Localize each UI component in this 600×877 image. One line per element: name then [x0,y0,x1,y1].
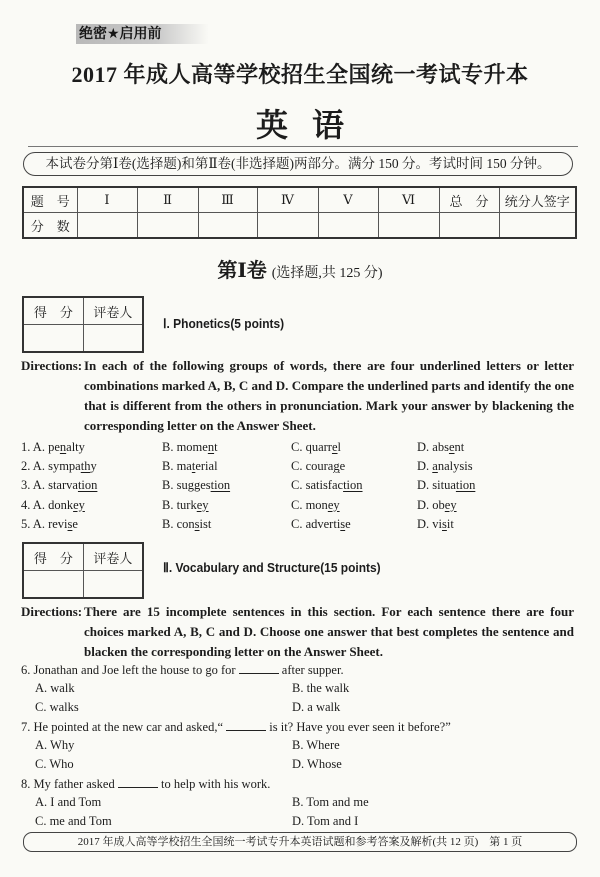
underlined-part: tion [455,478,476,493]
underlined-part: ey [196,497,209,512]
underlined-part: s [340,516,346,531]
phonetics-option [162,457,218,476]
answer-option: A. I and Tom [35,795,102,809]
phonetics-option [21,457,97,476]
answer-option: B. Where [292,738,340,752]
answer-option: A. walk [35,681,75,695]
grader-box-part-2 [22,542,144,599]
score-cell [23,325,83,353]
question-stem: 7. He pointed at the new car and asked,“ is it? Have you ever seen it before?” [21,720,451,734]
option-text: nalysis [437,459,473,474]
underlined-part: ey [73,497,85,512]
underlined-part: s [194,516,200,531]
option-text: D. abs [417,440,449,454]
column-header: Ⅲ [198,187,257,213]
grader-cell [83,325,143,353]
part-1-heading: Ⅰ. Phonetics(5 points) [163,316,285,331]
option-text: erial [195,459,218,474]
subject-title: 英语 [255,106,368,144]
underlined-part: g [333,459,340,474]
option-text: D. vi [417,516,442,531]
answer-option: C. Who [35,757,74,771]
answer-option: A. Why [35,738,75,752]
phonetics-option [291,476,363,495]
option-text: B. con [162,516,195,531]
column-header: Ⅵ [378,187,439,213]
option-text: nt [454,440,465,454]
phonetics-option [291,457,345,476]
score-cell [378,213,439,239]
column-header: 总 分 [439,187,499,213]
column-header: Ⅴ [318,187,378,213]
underlined-part: t [191,459,196,474]
option-text: e [345,516,351,531]
option-text: C. satisfac [291,478,344,493]
header-divider [28,146,578,147]
phonetics-option [417,457,473,476]
underlined-part: tion [77,478,98,493]
option-text: 1. A. pe [21,440,60,454]
option-text: e [339,459,346,474]
underlined-part: ey [444,497,457,512]
answer-option: D. a walk [292,700,341,714]
column-header: Ⅰ [77,187,137,213]
score-cell [499,213,576,239]
underlined-part: n [59,440,67,454]
score-label: 得 分 [23,543,83,571]
part-2-heading: Ⅱ. Vocabulary and Structure(15 points) [163,560,381,575]
score-label: 得 分 [23,297,83,325]
option-text: 2. A. sympa [21,459,81,474]
question-stem: 8. My father asked to help with his work. [21,777,271,791]
score-cell [439,213,499,239]
column-header: Ⅱ [137,187,198,213]
score-table [22,186,577,239]
volume-name: 第Ⅰ卷 [217,260,267,282]
option-text: 4. A. donk [21,497,74,512]
option-text: B. turk [162,497,197,512]
option-text: D. [417,459,433,474]
answer-option: B. the walk [292,681,350,695]
answer-option: D. Tom and I [292,814,359,828]
volume-title [0,254,600,283]
option-text: C. adverti [291,516,341,531]
score-cell [77,213,137,239]
underlined-part: th [80,459,91,474]
part-1-directions [21,356,574,436]
option-text: 3. A. starva [21,478,78,493]
directions-text: There are 15 incomplete sentences in this section. For each sentence there are four choices marked A, B, C and D. Choose one answer that best completes the sentence and blacken the corresponding letter on the Answer Sheet. [84,604,574,659]
score-table-header-row [23,187,576,213]
question-stem: 6. Jonathan and Joe left the house to go for after supper. [21,663,344,677]
score-cell [23,571,83,599]
part-2-directions [21,602,574,662]
phonetics-option [162,515,211,534]
underlined-part: tion [210,478,231,493]
question-number-label: 题 号 [23,187,77,213]
answer-option: B. Tom and me [292,795,369,809]
grader-label: 评卷人 [83,297,143,325]
answer-option: C. me and Tom [35,814,112,828]
exam-title: 2017 年成人高等学校招生全国统一考试专升本 [71,62,529,87]
answer-blank [239,662,279,674]
phonetics-option [417,496,457,515]
phonetics-option [21,515,78,534]
confidential-label: 绝密★启用前 [76,24,209,44]
option-text: B. mome [162,440,208,454]
directions-label: Directions: [21,358,83,373]
answer-option: D. Whose [292,757,342,771]
option-text: C. mon [291,497,328,512]
option-text: D. situa [417,478,456,493]
option-text: l [337,440,342,454]
column-header: 统分人签字 [499,187,576,213]
phonetics-option [417,515,454,534]
answer-blank [118,776,158,788]
exam-notice: 本试卷分第Ⅰ卷(选择题)和第Ⅱ卷(非选择题)两部分。满分 150 分。考试时间 150 分钟。 [23,152,573,176]
score-table-score-row [23,213,576,239]
option-text: it [446,516,454,531]
phonetics-option [162,438,218,457]
phonetics-option [21,438,85,457]
score-cell [257,213,318,239]
grader-box-part-1 [22,296,144,353]
option-text: y [90,459,97,474]
phonetics-option [291,515,351,534]
answer-option: C. walks [35,700,79,714]
underlined-part: n [207,440,215,454]
phonetics-option [162,476,230,495]
score-cell [318,213,378,239]
score-cell [137,213,198,239]
underlined-part: tion [343,478,363,493]
option-text: 5. A. revi [21,516,68,531]
option-text: e [72,516,78,531]
option-text: ist [199,516,212,531]
grader-cell [83,571,143,599]
underlined-part: s [67,516,73,531]
score-label: 分 数 [23,213,77,239]
phonetics-option [21,476,97,495]
phonetics-option [291,438,341,457]
phonetics-option [21,496,85,515]
option-text: t [214,440,218,454]
underlined-part: s [442,516,447,531]
page-footer: 2017 年成人高等学校招生全国统一考试专升本英语试题和参考答案及解析(共 12 页) 第 1 页 [23,832,577,852]
answer-blank [226,719,266,731]
phonetics-option [417,438,464,457]
option-text: C. quarr [291,440,332,454]
option-text: alty [66,440,85,454]
phonetics-option [417,476,475,495]
phonetics-option [291,496,340,515]
underlined-part: ey [327,497,340,512]
option-text: D. ob [417,497,445,512]
grader-label: 评卷人 [83,543,143,571]
column-header: Ⅳ [257,187,318,213]
volume-subtitle: (选择题,共 125 分) [271,266,383,281]
phonetics-option [162,496,209,515]
option-text: B. ma [162,459,192,474]
directions-text: In each of the following groups of words, there are four underlined letters or letter combinations marked A, B, C and D. Compare the underlined parts and identify the one that is different from the others in pronunciation. Mark your answer by blackening the corresponding letter on the Answer Sheet. [84,358,574,433]
option-text: B. sugges [162,478,211,493]
directions-label: Directions: [21,604,83,619]
score-cell [198,213,257,239]
underlined-part: e [331,440,338,454]
option-text: C. coura [291,459,334,474]
underlined-part: e [448,440,455,454]
underlined-part: a [432,459,438,474]
